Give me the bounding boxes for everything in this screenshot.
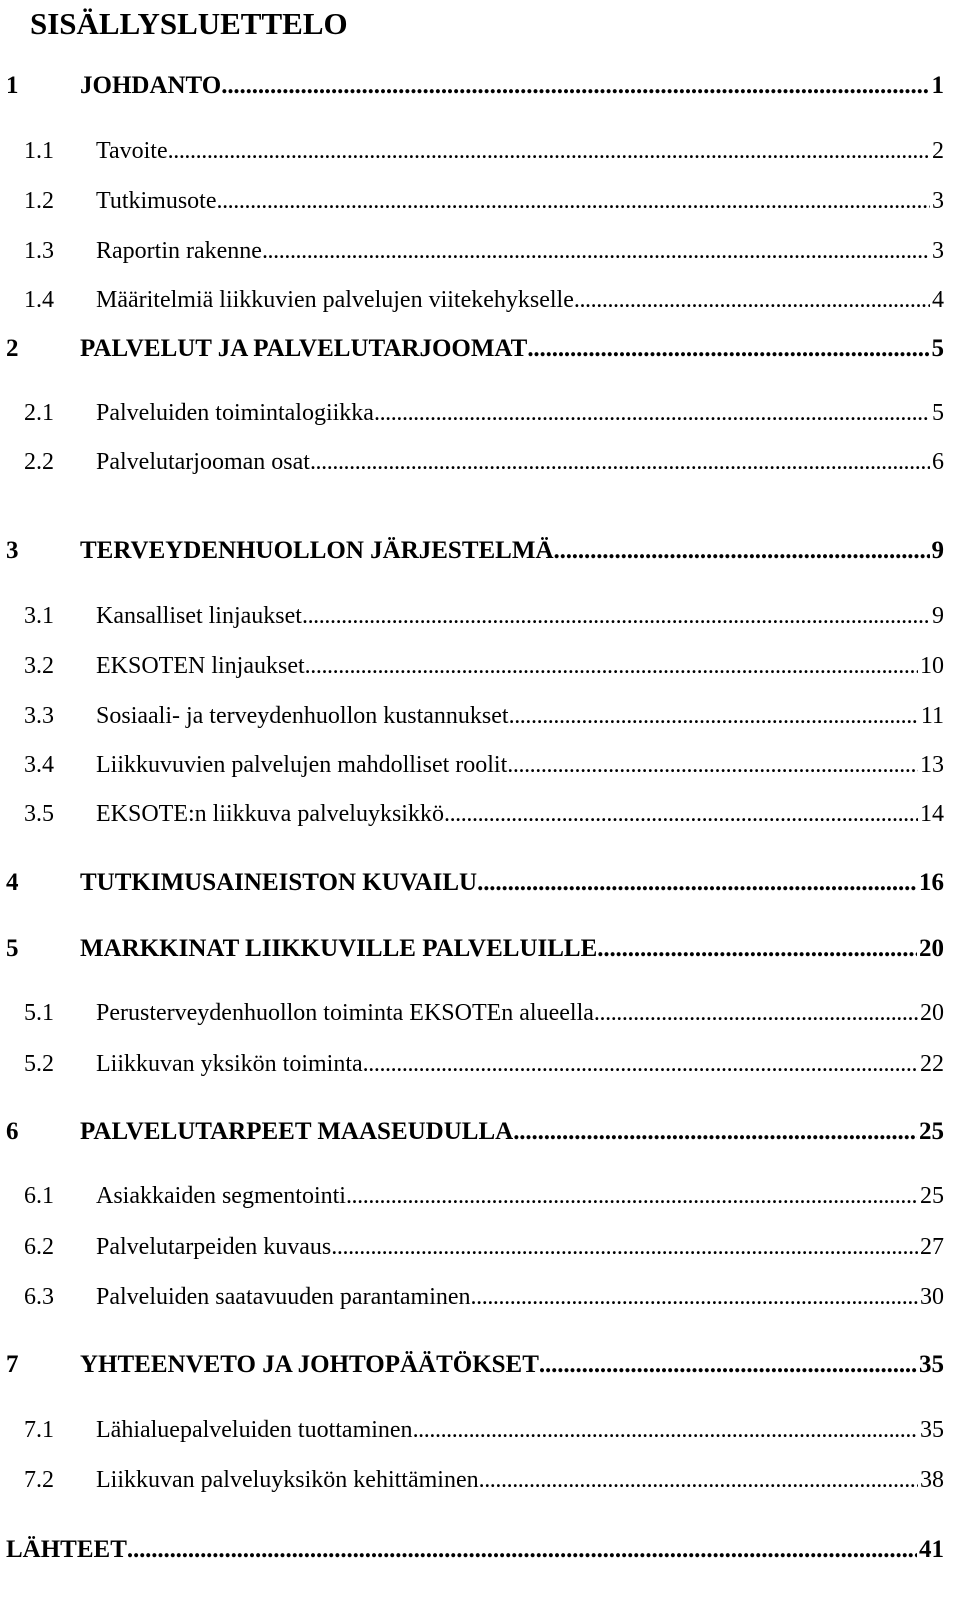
toc-entry-page: 9 [931, 537, 944, 564]
toc-entry-number: 2.1 [24, 400, 54, 426]
dot-leader [127, 1536, 917, 1564]
toc-entry-number: 3 [6, 537, 19, 564]
toc-entry-page: 5 [932, 400, 944, 426]
dot-leader [507, 752, 918, 779]
toc-entry-number: 6.2 [24, 1234, 54, 1260]
toc-entry-number: 6.1 [24, 1183, 54, 1209]
toc-entry-label: MARKKINAT LIIKKUVILLE PALVELUILLE [80, 935, 598, 962]
toc-entry-page: 30 [920, 1284, 944, 1310]
toc-entry-number: 1.4 [24, 287, 54, 313]
toc-entry-page: 6 [932, 449, 944, 475]
toc-entry-page: 35 [919, 1351, 944, 1378]
dot-leader [363, 1051, 918, 1078]
toc-entry-label: PALVELUTARPEET MAASEUDULLA [80, 1118, 514, 1145]
toc-entry-label: Kansalliset linjaukset [96, 603, 302, 629]
toc-entry-label: EKSOTEN linjaukset [96, 653, 305, 679]
dot-leader [509, 703, 919, 730]
toc-entry-label: TERVEYDENHUOLLON JÄRJESTELMÄ [80, 537, 554, 564]
toc-entry-label: Palvelutarjooman osat [96, 449, 310, 475]
toc-entry-label: Palveluiden saatavuuden parantaminen [96, 1284, 471, 1310]
dot-leader [574, 287, 930, 314]
toc-entry-page: 2 [932, 138, 944, 164]
dot-leader [554, 537, 930, 565]
toc-entry[interactable] [0, 1284, 944, 1324]
toc-entry-label: JOHDANTO [80, 72, 222, 99]
toc-entry-page: 16 [919, 869, 944, 896]
toc-entry-number: 6 [6, 1118, 19, 1145]
dot-leader [262, 238, 930, 265]
toc-entry[interactable] [0, 287, 944, 327]
toc-entry[interactable] [0, 400, 944, 440]
dot-leader [527, 335, 929, 363]
toc-entry-page: 25 [919, 1118, 944, 1145]
toc-entry-page: 5 [931, 335, 944, 362]
toc-entry-label: Sosiaali- ja terveydenhuollon kustannukset [96, 703, 509, 729]
toc-entry[interactable] [0, 72, 944, 112]
toc-entry-page: 3 [932, 238, 944, 264]
toc-entry[interactable] [0, 752, 944, 792]
dot-leader [346, 1183, 918, 1210]
toc-entry-label: Tavoite [96, 138, 168, 164]
toc-entry-label: Asiakkaiden segmentointi [96, 1183, 346, 1209]
toc-entry[interactable] [0, 935, 944, 975]
dot-leader [374, 400, 930, 427]
dot-leader [221, 72, 929, 100]
dot-leader [413, 1417, 918, 1444]
dot-leader [168, 138, 930, 165]
dot-leader [302, 603, 930, 630]
toc-entry-label: Raportin rakenne [96, 238, 262, 264]
toc-entry[interactable] [0, 703, 944, 743]
toc-entry-label: Palvelutarpeiden kuvaus [96, 1234, 332, 1260]
toc-title: SISÄLLYSLUETTELO [30, 6, 348, 41]
toc-entry-label: Lähialuepalveluiden tuottaminen [96, 1417, 413, 1443]
toc-entry-number: 3.2 [24, 653, 54, 679]
toc-entry-number: 3.4 [24, 752, 54, 778]
toc-entry-label: Perusterveydenhuollon toiminta EKSOTEn alueella [96, 1000, 594, 1026]
toc-entry-label: PALVELUT JA PALVELUTARJOOMAT [80, 335, 528, 362]
toc-entry[interactable] [0, 1467, 944, 1507]
dot-leader [310, 449, 930, 476]
toc-entry-page: 25 [920, 1183, 944, 1209]
dot-leader [471, 1284, 918, 1311]
toc-entry-number: 7.1 [24, 1417, 54, 1443]
toc-entry-page: 22 [920, 1051, 944, 1077]
toc-entry-page: 38 [920, 1467, 944, 1493]
toc-entry-number: 2 [6, 335, 19, 362]
toc-entry-page: 20 [920, 1000, 944, 1026]
toc-entry-label: LÄHTEET [6, 1536, 127, 1563]
toc-entry-label: TUTKIMUSAINEISTON KUVAILU [80, 869, 478, 896]
toc-entry-page: 35 [920, 1417, 944, 1443]
toc-entry[interactable] [0, 1000, 944, 1040]
toc-entry-label: Määritelmiä liikkuvien palvelujen viitekehykselle [96, 287, 574, 313]
toc-entry[interactable] [0, 1351, 944, 1391]
toc-entry-page: 4 [932, 287, 944, 313]
toc-entry-number: 1.1 [24, 138, 54, 164]
toc-entry-number: 3.5 [24, 801, 54, 827]
dot-leader [513, 1118, 917, 1146]
toc-entry[interactable] [0, 1118, 944, 1158]
toc-entry-number: 5 [6, 935, 19, 962]
toc-entry[interactable] [0, 1234, 944, 1274]
toc-entry-label: Palveluiden toimintalogiikka [96, 400, 374, 426]
toc-entry-number: 6.3 [24, 1284, 54, 1310]
toc-entry-label: Tutkimusote [96, 188, 217, 214]
toc-entry-label: Liikkuvan yksikön toiminta [96, 1051, 363, 1077]
dot-leader [305, 653, 918, 680]
toc-entry[interactable] [0, 138, 944, 178]
toc-entry[interactable] [0, 603, 944, 643]
toc-entry[interactable] [0, 801, 944, 841]
toc-entry[interactable] [0, 1051, 944, 1091]
toc-entry-page: 41 [919, 1536, 944, 1563]
toc-entry[interactable] [0, 537, 944, 577]
toc-entry[interactable] [0, 449, 944, 489]
dot-leader [539, 1351, 917, 1379]
toc-entry-number: 5.1 [24, 1000, 54, 1026]
toc-entry[interactable] [0, 653, 944, 693]
toc-entry-number: 7.2 [24, 1467, 54, 1493]
toc-entry-label: Liikkuvuvien palvelujen mahdolliset roolit [96, 752, 508, 778]
dot-leader [216, 188, 930, 215]
toc-entry-label: Liikkuvan palveluyksikön kehittäminen [96, 1467, 479, 1493]
toc-entry-number: 1 [6, 72, 19, 99]
toc-entry-page: 20 [919, 935, 944, 962]
toc-entry[interactable] [0, 1417, 944, 1457]
toc-entry-number: 1.2 [24, 188, 54, 214]
toc-entry-page: 9 [932, 603, 944, 629]
toc-entry[interactable] [0, 188, 944, 228]
toc-entry-page: 27 [920, 1234, 944, 1260]
toc-entry-number: 7 [6, 1351, 19, 1378]
toc-entry[interactable] [6, 1536, 944, 1576]
toc-entry-page: 1 [931, 72, 944, 99]
toc-entry-page: 14 [920, 801, 944, 827]
toc-entry[interactable] [0, 869, 944, 909]
toc-entry-page: 10 [920, 653, 944, 679]
toc-entry-page: 13 [920, 752, 944, 778]
dot-leader [331, 1234, 918, 1261]
dot-leader [444, 801, 918, 828]
toc-entry-number: 3.1 [24, 603, 54, 629]
toc-entry-number: 3.3 [24, 703, 54, 729]
dot-leader [597, 935, 917, 963]
toc-entry-number: 1.3 [24, 238, 54, 264]
toc-entry-number: 4 [6, 869, 19, 896]
toc-entry-label: EKSOTE:n liikkuva palveluyksikkö [96, 801, 444, 827]
toc-entry-number: 2.2 [24, 449, 54, 475]
dot-leader [479, 1467, 918, 1494]
toc-entry[interactable] [0, 1183, 944, 1223]
toc-entry-number: 5.2 [24, 1051, 54, 1077]
toc-entry[interactable] [0, 335, 944, 375]
toc-entry[interactable] [0, 238, 944, 278]
toc-entry-page: 3 [932, 188, 944, 214]
toc-entry-label: YHTEENVETO JA JOHTOPÄÄTÖKSET [80, 1351, 539, 1378]
toc-entry-page: 11 [920, 703, 944, 729]
dot-leader [594, 1000, 918, 1027]
dot-leader [477, 869, 917, 897]
